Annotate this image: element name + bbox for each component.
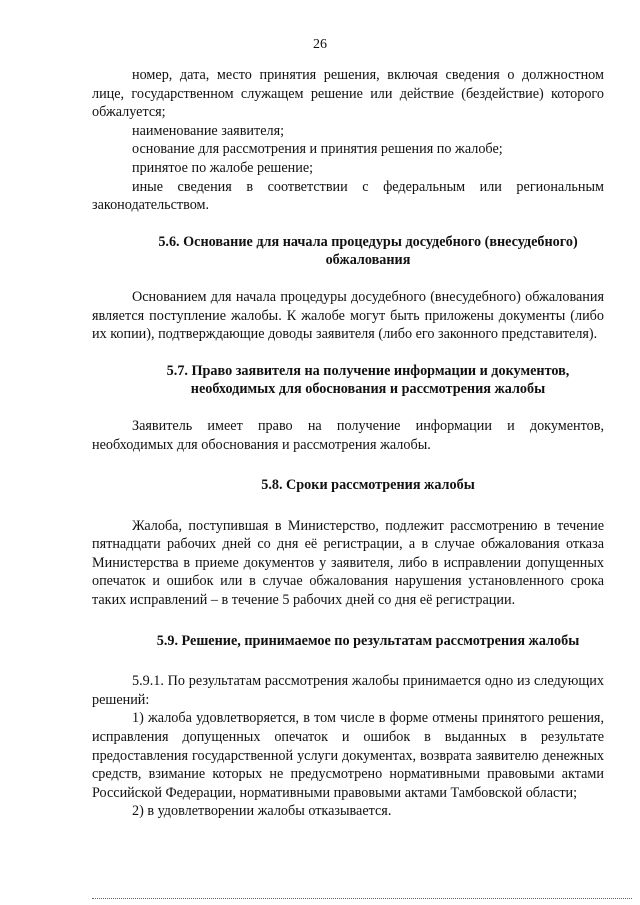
spacer [92,650,604,672]
spacer [92,610,604,632]
intro-paragraph-applicant-name: наименование заявителя; [132,122,285,139]
section-5-7-paragraph: Заявитель имеет право на получение информации и документов, необходимых для обоснования и рассмотрения жалобы. [92,417,604,453]
spacer [92,215,604,233]
spacer [92,495,604,517]
spacer [92,454,604,476]
section-5-9-heading: 5.9. Решение, принимаемое по результатам рассмотрения жалобы [156,632,580,649]
intro-paragraph-other-info: иные сведения в соответствии с федеральным или региональным законодательством. [92,178,604,214]
section-5-6-paragraph: Основанием для начала процедуры досудебного (внесудебного) обжалования является поступление жалобы. К жалобе могут быть приложены документы (либо их копии), подтверждающие доводы заявителя (либо его законного представителя). [92,288,604,343]
intro-paragraph-grounds: основание для рассмотрения и принятия решения по жалобе; [132,141,503,158]
footer-divider [92,898,632,899]
intro-paragraph-decision: принятое по жалобе решение; [132,159,314,176]
section-5-9-1-paragraph: 5.9.1. По результатам рассмотрения жалобы принимается одно из следующих решений: [92,673,604,708]
section-5-9-item-2: 2) в удовлетворении жалобы отказывается. [132,803,392,820]
intro-paragraph-decision-info: номер, дата, место принятия решения, включая сведения о должностном лице, государственном служащем решение или действие (бездействие) которого обжалуется; [92,67,604,121]
spacer [92,344,604,362]
section-5-8-paragraph: Жалоба, поступившая в Министерство, подлежит рассмотрению в течение пятнадцати рабочих дней со дня её регистрации, а в случае обжалования отказа Министерства в приеме документов у заявителя, либо в исправлении допущенных опечаток и ошибок или в случае обжалования нарушения установленного срока таких исправлений – в течение 5 рабочих дней со дня её регистрации. [92,517,604,609]
page-number: 26 [313,37,327,52]
section-5-8-heading: 5.8. Сроки рассмотрения жалобы [261,477,475,494]
spacer [92,399,604,417]
document-body [92,66,604,821]
section-5-7-heading: 5.7. Право заявителя на получение информации и документов, необходимых для обоснования и рассмотрения жалобы [166,362,570,398]
spacer [92,270,604,288]
section-5-6-heading: 5.6. Основание для начала процедуры досудебного (внесудебного) обжалования [158,233,578,269]
section-5-9-item-1: 1) жалоба удовлетворяется, в том числе в форме отмены принятого решения, исправления допущенных опечаток и ошибок в выданных в результате предоставления государственной услуги документах, возврата заявителю денежных средств, взимание которых не предусмотрено нормативными правовыми актами Российской Федерации, нормативными правовыми актами Тамбовской области; [92,710,604,801]
